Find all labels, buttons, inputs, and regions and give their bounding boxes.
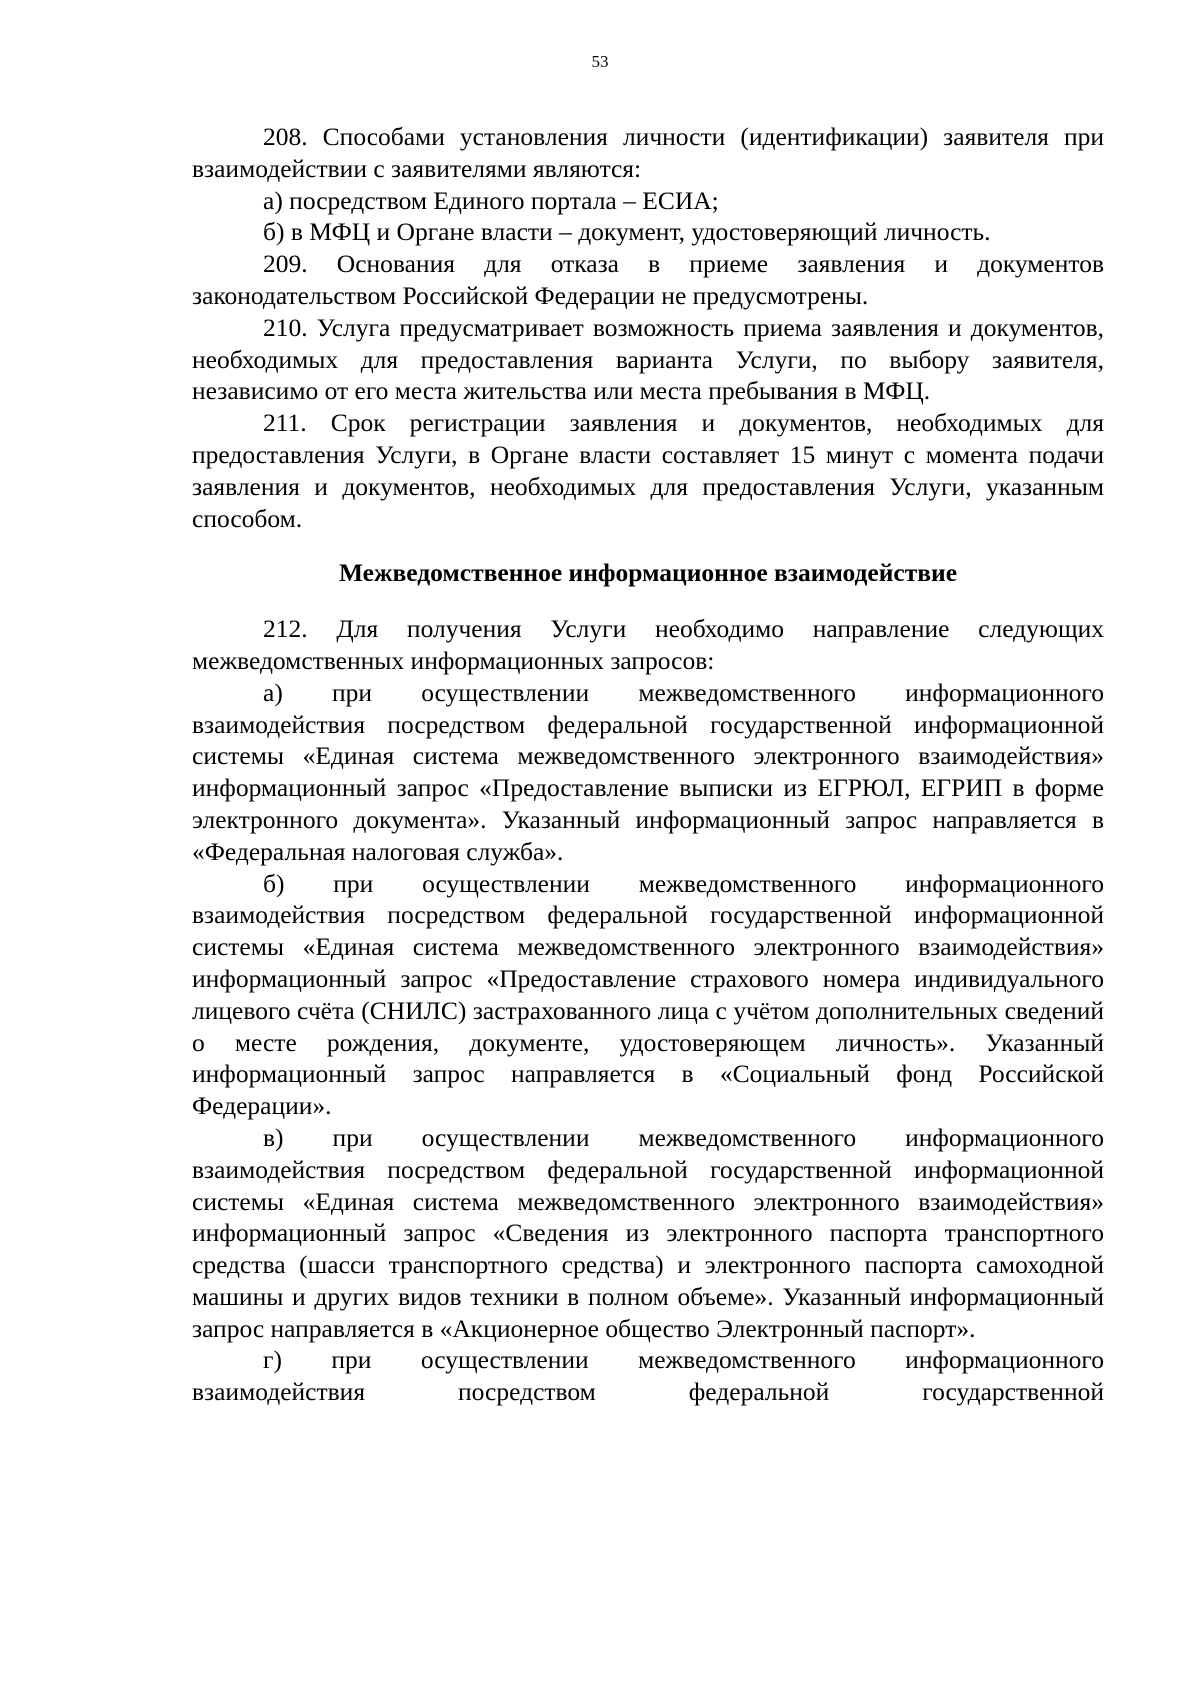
paragraph-212-b: б) при осуществлении межведомственного информационного взаимодействия посредством федеральной государственной информационной системы «Единая система межведомственного электронного взаимодействия» информационный запрос «Предоставление страхового номера индивидуального лицевого счёта (СНИЛС) застрахованного лица с учётом дополнительных сведений о месте рождения, документе, удостоверяющем личность». Указанный информационный запрос направляется в «Социальный фонд Российской Федерации». (192, 868, 1104, 1121)
document-body (192, 121, 1104, 1408)
paragraph-209: 209. Основания для отказа в приеме заявления и документов законодательством Российской Федерации не предусмотрены. (192, 249, 1104, 310)
paragraph-208-a: а) посредством Единого портала – ЕСИА; (263, 185, 719, 215)
paragraph-211: 211. Срок регистрации заявления и документов, необходимых для предоставления Услуги, в Органе власти составляет 15 минут с момента подачи заявления и документов, необходимых для предоставления Услуги, указанным способом. (192, 408, 1104, 533)
paragraph-208-b: б) в МФЦ и Органе власти – документ, удостоверяющий личность. (263, 217, 991, 247)
paragraph-212-g: г) при осуществлении межведомственного информационного взаимодействия посредством федеральной государственной (192, 1345, 1104, 1407)
paragraph-208: 208. Способами установления личности (идентификации) заявителя при взаимодействии с заявителями являются: (192, 122, 1104, 183)
paragraph-212-v: в) при осуществлении межведомственного информационного взаимодействия посредством федеральной государственной информационной системы «Единая система межведомственного электронного взаимодействия» информационный запрос «Сведения из электронного паспорта транспортного средства (шасси транспортного средства) и электронного паспорта самоходной машины и других видов техники в полном объеме». Указанный информационный запрос направляется в «Акционерное общество Электронный паспорт». (192, 1122, 1104, 1343)
paragraph-212-a: а) при осуществлении межведомственного информационного взаимодействия посредством федеральной государственной информационной системы «Единая система межведомственного электронного взаимодействия» информационный запрос «Предоставление выписки из ЕГРЮЛ, ЕГРИП в форме электронного документа». Указанный информационный запрос направляется в «Федеральная налоговая служба». (192, 677, 1104, 866)
paragraph-212: 212. Для получения Услуги необходимо направление следующих межведомственных информационных запросов: (192, 614, 1104, 675)
section-heading: Межведомственное информационное взаимодействие (338, 558, 958, 588)
page-number: 53 (591, 52, 609, 71)
paragraph-210: 210. Услуга предусматривает возможность приема заявления и документов, необходимых для предоставления варианта Услуги, по выбору заявителя, независимо от его места жительства или места пребывания в МФЦ. (192, 312, 1104, 406)
